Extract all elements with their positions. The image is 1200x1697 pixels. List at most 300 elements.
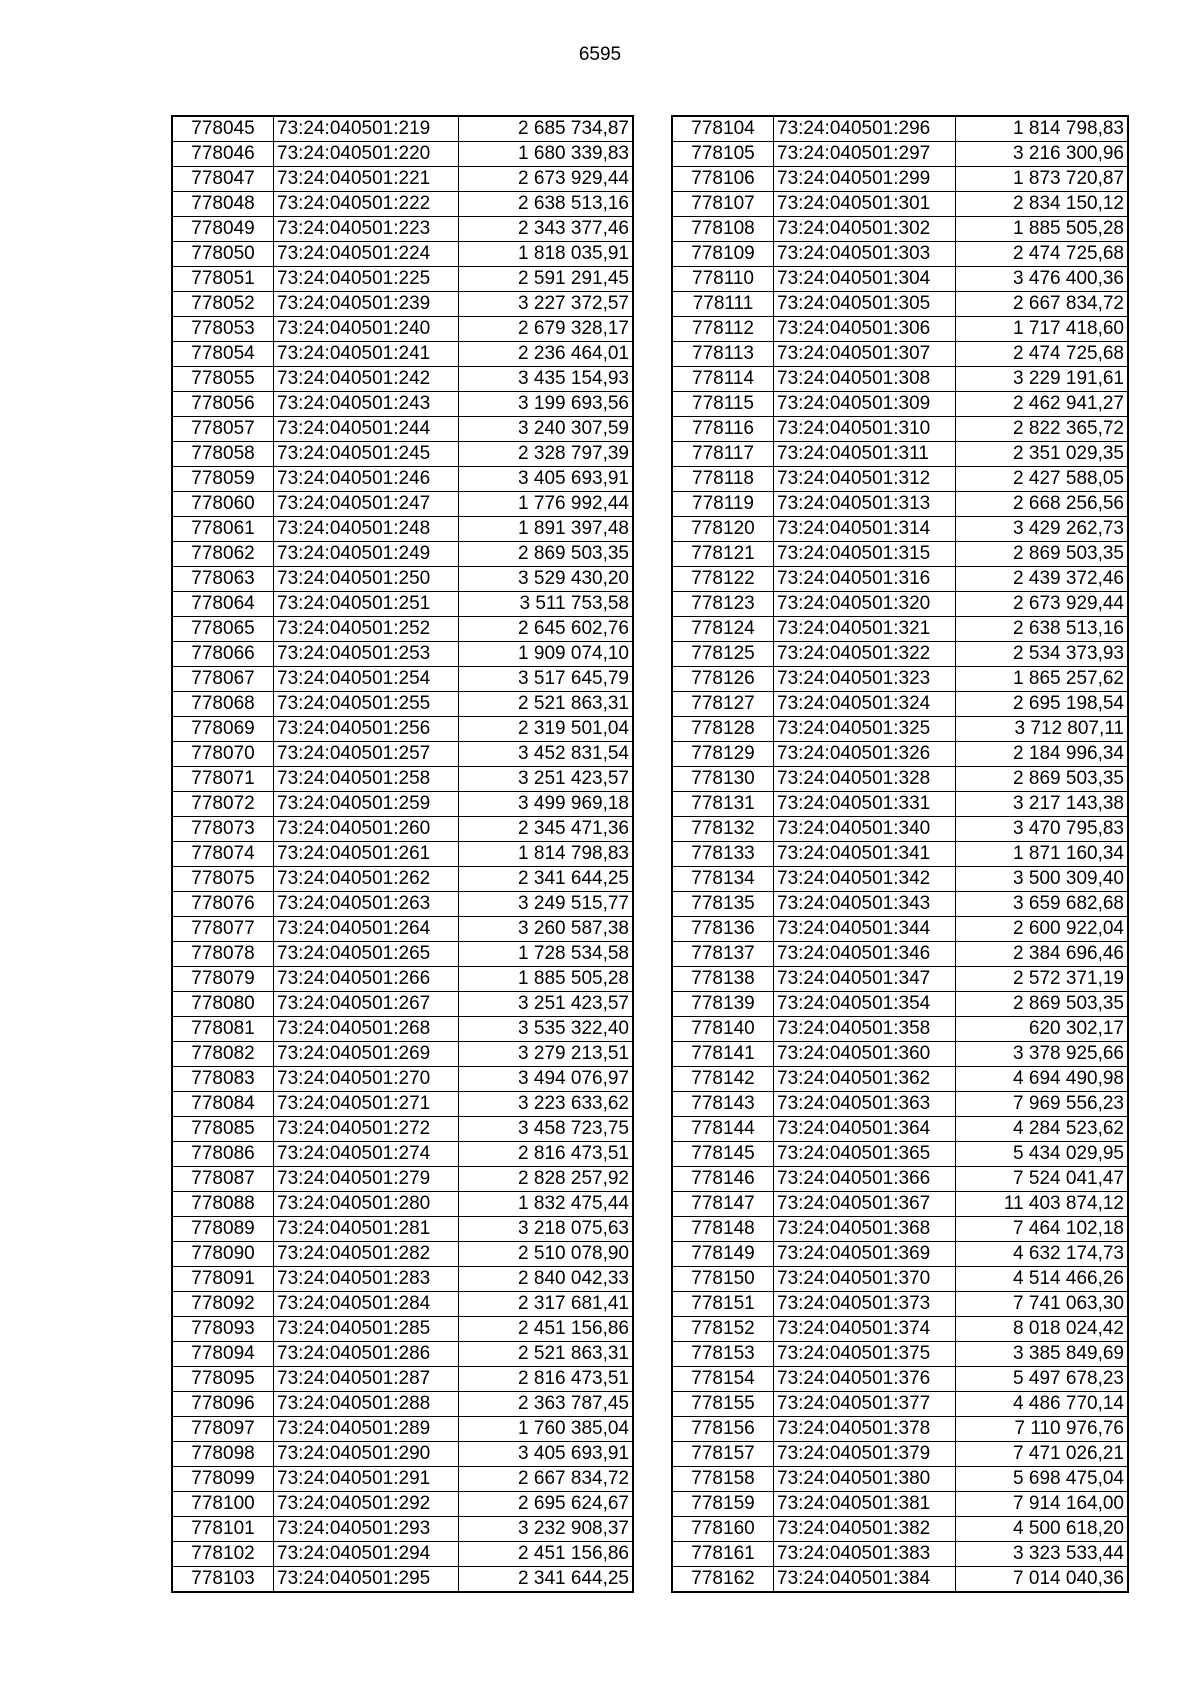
table-row	[672, 717, 1128, 742]
value-cell: 2 184 996,34	[956, 742, 1129, 767]
value-cell: 5 434 029,95	[956, 1142, 1129, 1167]
row-number-cell: 778133	[672, 842, 774, 867]
table-row	[172, 967, 633, 992]
row-number-cell: 778157	[672, 1442, 774, 1467]
table-row	[172, 217, 633, 242]
value-cell: 3 517 645,79	[459, 667, 634, 692]
value-cell: 1 885 505,28	[459, 967, 634, 992]
cadastral-number-cell: 73:24:040501:306	[774, 317, 956, 342]
cadastral-number-cell: 73:24:040501:272	[274, 1117, 459, 1142]
cadastral-number-cell: 73:24:040501:289	[274, 1417, 459, 1442]
row-number-cell: 778092	[172, 1292, 274, 1317]
cadastral-number-cell: 73:24:040501:224	[274, 242, 459, 267]
cadastral-number-cell: 73:24:040501:301	[774, 192, 956, 217]
table-row	[172, 1267, 633, 1292]
cadastral-number-cell: 73:24:040501:282	[274, 1242, 459, 1267]
value-cell: 2 816 473,51	[459, 1367, 634, 1392]
row-number-cell: 778151	[672, 1292, 774, 1317]
row-number-cell: 778104	[672, 116, 774, 142]
table-row	[672, 967, 1128, 992]
cadastral-number-cell: 73:24:040501:311	[774, 442, 956, 467]
value-cell: 1 814 798,83	[459, 842, 634, 867]
cadastral-number-cell: 73:24:040501:305	[774, 292, 956, 317]
cadastral-number-cell: 73:24:040501:323	[774, 667, 956, 692]
table-row	[172, 1042, 633, 1067]
row-number-cell: 778140	[672, 1017, 774, 1042]
table-row	[172, 1167, 633, 1192]
table-row	[172, 692, 633, 717]
table-row	[672, 817, 1128, 842]
table-row	[672, 1517, 1128, 1542]
value-cell: 2 869 503,35	[956, 542, 1129, 567]
table-row	[172, 617, 633, 642]
row-number-cell: 778045	[172, 116, 274, 142]
value-cell: 2 695 198,54	[956, 692, 1129, 717]
cadastral-number-cell: 73:24:040501:264	[274, 917, 459, 942]
cadastral-number-cell: 73:24:040501:244	[274, 417, 459, 442]
row-number-cell: 778137	[672, 942, 774, 967]
value-cell: 2 673 929,44	[459, 167, 634, 192]
cadastral-number-cell: 73:24:040501:321	[774, 617, 956, 642]
cadastral-number-cell: 73:24:040501:243	[274, 392, 459, 417]
cadastral-number-cell: 73:24:040501:376	[774, 1367, 956, 1392]
table-row	[172, 792, 633, 817]
value-cell: 2 521 863,31	[459, 1342, 634, 1367]
table-row	[672, 292, 1128, 317]
cadastral-number-cell: 73:24:040501:326	[774, 742, 956, 767]
value-cell: 3 405 693,91	[459, 1442, 634, 1467]
row-number-cell: 778102	[172, 1542, 274, 1567]
table-row	[172, 1317, 633, 1342]
cadastral-number-cell: 73:24:040501:358	[774, 1017, 956, 1042]
cadastral-number-cell: 73:24:040501:294	[274, 1542, 459, 1567]
cadastral-number-cell: 73:24:040501:312	[774, 467, 956, 492]
cadastral-number-cell: 73:24:040501:354	[774, 992, 956, 1017]
table-row	[672, 467, 1128, 492]
cadastral-number-cell: 73:24:040501:370	[774, 1267, 956, 1292]
cadastral-number-cell: 73:24:040501:274	[274, 1142, 459, 1167]
table-row	[672, 1417, 1128, 1442]
table-row	[672, 192, 1128, 217]
table-row	[172, 817, 633, 842]
value-cell: 1 680 339,83	[459, 142, 634, 167]
table-row	[672, 867, 1128, 892]
value-cell: 7 014 040,36	[956, 1567, 1129, 1593]
table-row	[672, 742, 1128, 767]
cadastral-number-cell: 73:24:040501:344	[774, 917, 956, 942]
value-cell: 2 645 602,76	[459, 617, 634, 642]
value-cell: 2 343 377,46	[459, 217, 634, 242]
table-row	[672, 1017, 1128, 1042]
row-number-cell: 778052	[172, 292, 274, 317]
table-row	[672, 167, 1128, 192]
value-cell: 2 319 501,04	[459, 717, 634, 742]
table-row	[672, 1492, 1128, 1517]
row-number-cell: 778123	[672, 592, 774, 617]
row-number-cell: 778160	[672, 1517, 774, 1542]
cadastral-number-cell: 73:24:040501:291	[274, 1467, 459, 1492]
value-cell: 2 451 156,86	[459, 1542, 634, 1567]
row-number-cell: 778069	[172, 717, 274, 742]
value-cell: 2 695 624,67	[459, 1492, 634, 1517]
row-number-cell: 778127	[672, 692, 774, 717]
table-row	[172, 242, 633, 267]
value-cell: 3 251 423,57	[459, 992, 634, 1017]
table-row	[672, 592, 1128, 617]
value-cell: 4 284 523,62	[956, 1117, 1129, 1142]
cadastral-number-cell: 73:24:040501:293	[274, 1517, 459, 1542]
row-number-cell: 778119	[672, 492, 774, 517]
value-cell: 1 873 720,87	[956, 167, 1129, 192]
row-number-cell: 778138	[672, 967, 774, 992]
row-number-cell: 778086	[172, 1142, 274, 1167]
cadastral-number-cell: 73:24:040501:310	[774, 417, 956, 442]
value-cell: 1 909 074,10	[459, 642, 634, 667]
table-row	[672, 842, 1128, 867]
value-cell: 2 427 588,05	[956, 467, 1129, 492]
value-cell: 2 363 787,45	[459, 1392, 634, 1417]
cadastral-number-cell: 73:24:040501:246	[274, 467, 459, 492]
row-number-cell: 778135	[672, 892, 774, 917]
value-cell: 2 345 471,36	[459, 817, 634, 842]
row-number-cell: 778148	[672, 1217, 774, 1242]
table-row	[172, 342, 633, 367]
row-number-cell: 778064	[172, 592, 274, 617]
table-row	[672, 317, 1128, 342]
value-cell: 2 521 863,31	[459, 692, 634, 717]
cadastral-number-cell: 73:24:040501:304	[774, 267, 956, 292]
cadastral-number-cell: 73:24:040501:245	[274, 442, 459, 467]
table-row	[672, 1042, 1128, 1067]
cadastral-number-cell: 73:24:040501:320	[774, 592, 956, 617]
table-row	[172, 992, 633, 1017]
table-row	[172, 116, 633, 142]
cadastral-number-cell: 73:24:040501:315	[774, 542, 956, 567]
cadastral-number-cell: 73:24:040501:279	[274, 1167, 459, 1192]
cadastral-number-cell: 73:24:040501:283	[274, 1267, 459, 1292]
table-body-right	[672, 116, 1128, 1592]
cadastral-number-cell: 73:24:040501:328	[774, 767, 956, 792]
row-number-cell: 778079	[172, 967, 274, 992]
row-number-cell: 778058	[172, 442, 274, 467]
value-cell: 1 832 475,44	[459, 1192, 634, 1217]
value-cell: 3 458 723,75	[459, 1117, 634, 1142]
table-row	[172, 867, 633, 892]
value-cell: 7 524 041,47	[956, 1167, 1129, 1192]
row-number-cell: 778074	[172, 842, 274, 867]
value-cell: 1 865 257,62	[956, 667, 1129, 692]
table-row	[672, 917, 1128, 942]
cadastral-number-cell: 73:24:040501:378	[774, 1417, 956, 1442]
table-row	[172, 1467, 633, 1492]
value-cell: 3 223 633,62	[459, 1092, 634, 1117]
value-cell: 1 885 505,28	[956, 217, 1129, 242]
cadastral-number-cell: 73:24:040501:270	[274, 1067, 459, 1092]
cadastral-number-cell: 73:24:040501:325	[774, 717, 956, 742]
value-cell: 5 698 475,04	[956, 1467, 1129, 1492]
table-row	[172, 1342, 633, 1367]
row-number-cell: 778112	[672, 317, 774, 342]
table-row	[672, 1542, 1128, 1567]
value-cell: 11 403 874,12	[956, 1192, 1129, 1217]
cadastral-number-cell: 73:24:040501:257	[274, 742, 459, 767]
value-cell: 3 240 307,59	[459, 417, 634, 442]
value-cell: 3 470 795,83	[956, 817, 1129, 842]
value-cell: 3 500 309,40	[956, 867, 1129, 892]
table-row	[672, 1167, 1128, 1192]
value-cell: 2 572 371,19	[956, 967, 1129, 992]
value-cell: 3 217 143,38	[956, 792, 1129, 817]
row-number-cell: 778067	[172, 667, 274, 692]
value-cell: 2 679 328,17	[459, 317, 634, 342]
cadastral-number-cell: 73:24:040501:302	[774, 217, 956, 242]
row-number-cell: 778107	[672, 192, 774, 217]
value-cell: 2 534 373,93	[956, 642, 1129, 667]
cadastral-number-cell: 73:24:040501:220	[274, 142, 459, 167]
value-cell: 3 529 430,20	[459, 567, 634, 592]
value-cell: 1 728 534,58	[459, 942, 634, 967]
row-number-cell: 778095	[172, 1367, 274, 1392]
value-cell: 3 260 587,38	[459, 917, 634, 942]
row-number-cell: 778090	[172, 1242, 274, 1267]
value-cell: 3 229 191,61	[956, 367, 1129, 392]
row-number-cell: 778083	[172, 1067, 274, 1092]
cadastral-number-cell: 73:24:040501:267	[274, 992, 459, 1017]
row-number-cell: 778081	[172, 1017, 274, 1042]
cadastral-number-cell: 73:24:040501:271	[274, 1092, 459, 1117]
value-cell: 2 668 256,56	[956, 492, 1129, 517]
table-row	[672, 1092, 1128, 1117]
cadastral-number-cell: 73:24:040501:364	[774, 1117, 956, 1142]
value-cell: 1 818 035,91	[459, 242, 634, 267]
value-cell: 2 869 503,35	[956, 992, 1129, 1017]
table-row	[172, 942, 633, 967]
row-number-cell: 778075	[172, 867, 274, 892]
row-number-cell: 778129	[672, 742, 774, 767]
table-row	[172, 592, 633, 617]
table-row	[672, 242, 1128, 267]
table-row	[172, 1217, 633, 1242]
row-number-cell: 778113	[672, 342, 774, 367]
table-row	[672, 692, 1128, 717]
cadastral-number-cell: 73:24:040501:331	[774, 792, 956, 817]
value-cell: 2 600 922,04	[956, 917, 1129, 942]
table-row	[172, 892, 633, 917]
value-cell: 3 511 753,58	[459, 592, 634, 617]
table-row	[172, 1542, 633, 1567]
row-number-cell: 778071	[172, 767, 274, 792]
row-number-cell: 778077	[172, 917, 274, 942]
table-row	[172, 1367, 633, 1392]
row-number-cell: 778070	[172, 742, 274, 767]
value-cell: 4 514 466,26	[956, 1267, 1129, 1292]
row-number-cell: 778049	[172, 217, 274, 242]
value-cell: 2 351 029,35	[956, 442, 1129, 467]
cadastral-number-cell: 73:24:040501:303	[774, 242, 956, 267]
row-number-cell: 778046	[172, 142, 274, 167]
table-row	[172, 1067, 633, 1092]
cadastral-number-cell: 73:24:040501:299	[774, 167, 956, 192]
table-row	[172, 717, 633, 742]
cadastral-number-cell: 73:24:040501:295	[274, 1567, 459, 1593]
value-cell: 2 638 513,16	[956, 617, 1129, 642]
row-number-cell: 778146	[672, 1167, 774, 1192]
value-cell: 2 816 473,51	[459, 1142, 634, 1167]
cadastral-number-cell: 73:24:040501:248	[274, 517, 459, 542]
value-cell: 7 741 063,30	[956, 1292, 1129, 1317]
table-row	[672, 1192, 1128, 1217]
cadastral-number-cell: 73:24:040501:280	[274, 1192, 459, 1217]
cadastral-number-cell: 73:24:040501:322	[774, 642, 956, 667]
value-cell: 7 110 976,76	[956, 1417, 1129, 1442]
cadastral-number-cell: 73:24:040501:383	[774, 1542, 956, 1567]
table-row	[172, 1292, 633, 1317]
table-row	[672, 1292, 1128, 1317]
value-cell: 2 328 797,39	[459, 442, 634, 467]
cadastral-number-cell: 73:24:040501:296	[774, 116, 956, 142]
value-cell: 4 632 174,73	[956, 1242, 1129, 1267]
cadastral-number-cell: 73:24:040501:297	[774, 142, 956, 167]
table-row	[172, 1392, 633, 1417]
cadastral-number-cell: 73:24:040501:313	[774, 492, 956, 517]
value-cell: 3 476 400,36	[956, 267, 1129, 292]
cadastral-number-cell: 73:24:040501:241	[274, 342, 459, 367]
row-number-cell: 778154	[672, 1367, 774, 1392]
value-cell: 3 405 693,91	[459, 467, 634, 492]
table-row	[672, 1392, 1128, 1417]
cadastral-number-cell: 73:24:040501:377	[774, 1392, 956, 1417]
cadastral-number-cell: 73:24:040501:263	[274, 892, 459, 917]
cadastral-number-cell: 73:24:040501:316	[774, 567, 956, 592]
cadastral-number-cell: 73:24:040501:219	[274, 116, 459, 142]
value-cell: 2 840 042,33	[459, 1267, 634, 1292]
table-row	[172, 842, 633, 867]
row-number-cell: 778048	[172, 192, 274, 217]
row-number-cell: 778131	[672, 792, 774, 817]
table-row	[172, 492, 633, 517]
cadastral-number-cell: 73:24:040501:365	[774, 1142, 956, 1167]
row-number-cell: 778059	[172, 467, 274, 492]
value-cell: 2 510 078,90	[459, 1242, 634, 1267]
table-row	[172, 1567, 633, 1593]
row-number-cell: 778150	[672, 1267, 774, 1292]
table-row	[672, 217, 1128, 242]
value-cell: 1 814 798,83	[956, 116, 1129, 142]
row-number-cell: 778062	[172, 542, 274, 567]
cadastral-number-cell: 73:24:040501:286	[274, 1342, 459, 1367]
table-row	[172, 1492, 633, 1517]
row-number-cell: 778063	[172, 567, 274, 592]
row-number-cell: 778152	[672, 1317, 774, 1342]
row-number-cell: 778103	[172, 1567, 274, 1593]
cadastral-number-cell: 73:24:040501:367	[774, 1192, 956, 1217]
cadastral-number-cell: 73:24:040501:259	[274, 792, 459, 817]
value-cell: 2 474 725,68	[956, 342, 1129, 367]
cadastral-number-cell: 73:24:040501:285	[274, 1317, 459, 1342]
row-number-cell: 778145	[672, 1142, 774, 1167]
value-cell: 7 464 102,18	[956, 1217, 1129, 1242]
table-row	[672, 142, 1128, 167]
cadastral-number-cell: 73:24:040501:324	[774, 692, 956, 717]
value-cell: 4 694 490,98	[956, 1067, 1129, 1092]
row-number-cell: 778085	[172, 1117, 274, 1142]
table-row	[172, 742, 633, 767]
value-cell: 7 471 026,21	[956, 1442, 1129, 1467]
value-cell: 3 227 372,57	[459, 292, 634, 317]
row-number-cell: 778088	[172, 1192, 274, 1217]
cadastral-number-cell: 73:24:040501:258	[274, 767, 459, 792]
cadastral-number-cell: 73:24:040501:290	[274, 1442, 459, 1467]
table-row	[672, 1467, 1128, 1492]
cadastral-number-cell: 73:24:040501:266	[274, 967, 459, 992]
value-cell: 7 969 556,23	[956, 1092, 1129, 1117]
data-table-right	[671, 115, 1129, 1593]
cadastral-number-cell: 73:24:040501:343	[774, 892, 956, 917]
row-number-cell: 778149	[672, 1242, 774, 1267]
row-number-cell: 778118	[672, 467, 774, 492]
page-number: 6595	[578, 44, 622, 65]
value-cell: 2 462 941,27	[956, 392, 1129, 417]
cadastral-number-cell: 73:24:040501:374	[774, 1317, 956, 1342]
cadastral-number-cell: 73:24:040501:314	[774, 517, 956, 542]
table-row	[672, 442, 1128, 467]
row-number-cell: 778061	[172, 517, 274, 542]
cadastral-number-cell: 73:24:040501:375	[774, 1342, 956, 1367]
row-number-cell: 778159	[672, 1492, 774, 1517]
cadastral-number-cell: 73:24:040501:249	[274, 542, 459, 567]
table-row	[672, 1367, 1128, 1392]
table-row	[672, 1242, 1128, 1267]
value-cell: 3 323 533,44	[956, 1542, 1129, 1567]
table-row	[172, 1142, 633, 1167]
cadastral-number-cell: 73:24:040501:251	[274, 592, 459, 617]
row-number-cell: 778124	[672, 617, 774, 642]
cadastral-number-cell: 73:24:040501:288	[274, 1392, 459, 1417]
cadastral-number-cell: 73:24:040501:256	[274, 717, 459, 742]
table-row	[672, 992, 1128, 1017]
value-cell: 2 673 929,44	[956, 592, 1129, 617]
table-row	[172, 192, 633, 217]
cadastral-number-cell: 73:24:040501:287	[274, 1367, 459, 1392]
row-number-cell: 778053	[172, 317, 274, 342]
cadastral-number-cell: 73:24:040501:240	[274, 317, 459, 342]
cadastral-number-cell: 73:24:040501:254	[274, 667, 459, 692]
value-cell: 2 685 734,87	[459, 116, 634, 142]
row-number-cell: 778142	[672, 1067, 774, 1092]
row-number-cell: 778099	[172, 1467, 274, 1492]
row-number-cell: 778065	[172, 617, 274, 642]
table-row	[172, 667, 633, 692]
cadastral-number-cell: 73:24:040501:222	[274, 192, 459, 217]
row-number-cell: 778050	[172, 242, 274, 267]
value-cell: 2 474 725,68	[956, 242, 1129, 267]
table-row	[172, 567, 633, 592]
row-number-cell: 778106	[672, 167, 774, 192]
cadastral-number-cell: 73:24:040501:262	[274, 867, 459, 892]
value-cell: 620 302,17	[956, 1017, 1129, 1042]
table-row	[672, 642, 1128, 667]
cadastral-number-cell: 73:24:040501:384	[774, 1567, 956, 1593]
table-row	[672, 392, 1128, 417]
cadastral-number-cell: 73:24:040501:281	[274, 1217, 459, 1242]
value-cell: 2 667 834,72	[956, 292, 1129, 317]
table-row	[672, 1117, 1128, 1142]
table-row	[672, 267, 1128, 292]
table-row	[172, 1517, 633, 1542]
table-row	[172, 542, 633, 567]
table-row	[672, 1567, 1128, 1593]
row-number-cell: 778117	[672, 442, 774, 467]
